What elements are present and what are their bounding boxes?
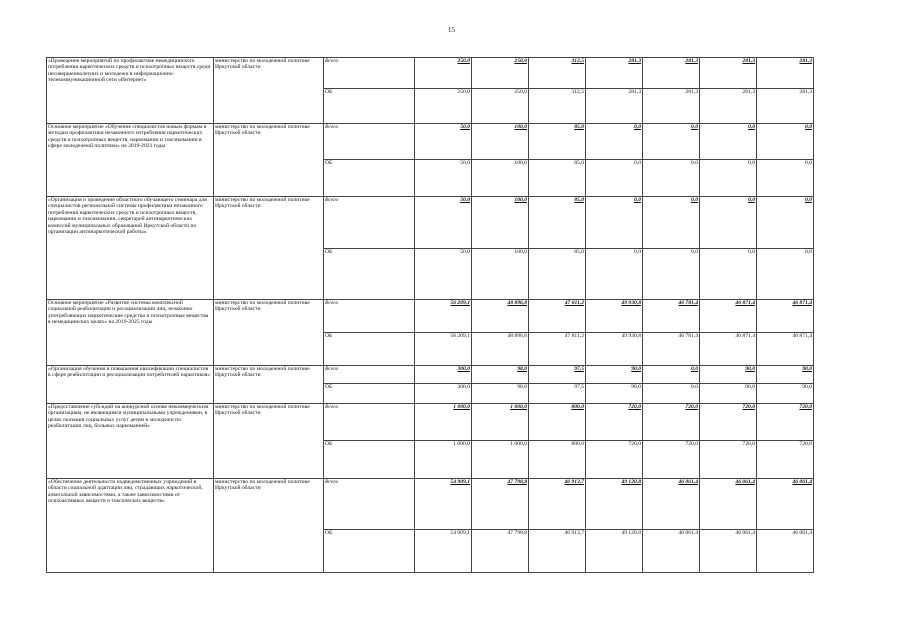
ob-value-cell: 90,0 bbox=[700, 384, 757, 404]
source-total-label: Всего bbox=[324, 300, 415, 333]
total-value-cell: 49 930,8 bbox=[586, 300, 643, 333]
executor-cell: министерство по молодежной политике Иркутской области bbox=[214, 197, 324, 300]
ob-value-cell: 0,0 bbox=[757, 160, 814, 197]
total-value-cell: 46 913,7 bbox=[529, 479, 586, 530]
ob-value-cell: 720,0 bbox=[586, 441, 643, 479]
ob-value-cell: 46 781,4 bbox=[643, 333, 700, 366]
total-value-cell: 250,0 bbox=[415, 58, 472, 89]
total-value-cell: 720,0 bbox=[700, 404, 757, 441]
ob-value-cell: 46 871,4 bbox=[700, 333, 757, 366]
program-name-cell: «Организация и проведение областного обучающего семинара для специалистов региональной системы профилактики незаконного потребления наркотических средств и психотропных веществ, наркомании и токсикомании, секретарей антинаркотических комиссий муниципальных образований Иркутской области по организации антинаркотической работы» bbox=[47, 197, 214, 300]
source-total-label: Всего bbox=[324, 479, 415, 530]
source-ob-label: ОБ bbox=[324, 384, 415, 404]
executor-cell: министерство по молодежной политике Иркутской области bbox=[214, 58, 324, 124]
ob-value-cell: 46 913,7 bbox=[529, 530, 586, 573]
total-value-cell: 0,0 bbox=[586, 124, 643, 160]
ob-value-cell: 1 000,0 bbox=[415, 441, 472, 479]
total-value-cell: 49 120,8 bbox=[586, 479, 643, 530]
total-value-cell: 100,0 bbox=[472, 197, 529, 249]
table-row bbox=[47, 300, 814, 333]
ob-value-cell: 720,0 bbox=[757, 441, 814, 479]
executor-cell: министерство по молодежной политике Иркутской области bbox=[214, 124, 324, 197]
program-name-cell: «Проведение мероприятий по профилактике немедицинского потребления наркотических средств и психотропных веществ среди несовершеннолетних и молодежи в информационно-телекоммуникационной сети «Интернет» bbox=[47, 58, 214, 124]
ob-value-cell: 49 120,8 bbox=[586, 530, 643, 573]
total-value-cell: 300,0 bbox=[415, 366, 472, 384]
ob-value-cell: 0,0 bbox=[700, 160, 757, 197]
ob-value-cell: 46 061,4 bbox=[643, 530, 700, 573]
source-ob-label: ОБ bbox=[324, 160, 415, 197]
ob-value-cell: 48 896,8 bbox=[472, 333, 529, 366]
total-value-cell: 250,0 bbox=[472, 58, 529, 89]
total-value-cell: 1 000,0 bbox=[415, 404, 472, 441]
ob-value-cell: 54 909,1 bbox=[415, 530, 472, 573]
total-value-cell: 0,0 bbox=[700, 124, 757, 160]
total-value-cell: 85,0 bbox=[529, 124, 586, 160]
ob-value-cell: 100,0 bbox=[472, 249, 529, 300]
total-value-cell: 281,3 bbox=[700, 58, 757, 89]
source-ob-label: ОБ bbox=[324, 333, 415, 366]
total-value-cell: 0,0 bbox=[643, 197, 700, 249]
ob-value-cell: 47 798,8 bbox=[472, 530, 529, 573]
program-name-cell: Основное мероприятие «Развитие системы комплексной социальной реабилитации и ресоциализации лиц, незаконно употребляющих наркотические средства и психотропные вещества в немедицинских целях» на 2019-2025 годы bbox=[47, 300, 214, 366]
table-row bbox=[47, 124, 814, 160]
ob-value-cell: 720,0 bbox=[643, 441, 700, 479]
total-value-cell: 97,5 bbox=[529, 366, 586, 384]
program-name-cell: «Предоставление субсидий на конкурсной основе некоммерческим организациям, не являющимся муниципальными учреждениями, в целях оказания социальных услуг детям и молодежи по реабилитации лиц, больных наркоманией» bbox=[47, 404, 214, 479]
ob-value-cell: 0,0 bbox=[643, 384, 700, 404]
ob-value-cell: 0,0 bbox=[586, 160, 643, 197]
source-total-label: Всего bbox=[324, 58, 415, 89]
total-value-cell: 56 209,1 bbox=[415, 300, 472, 333]
ob-value-cell: 47 811,2 bbox=[529, 333, 586, 366]
table-row bbox=[47, 479, 814, 530]
ob-value-cell: 85,0 bbox=[529, 160, 586, 197]
total-value-cell: 0,0 bbox=[700, 197, 757, 249]
table-row bbox=[47, 197, 814, 249]
total-value-cell: 281,3 bbox=[757, 58, 814, 89]
source-ob-label: ОБ bbox=[324, 89, 415, 124]
source-total-label: Всего bbox=[324, 124, 415, 160]
ob-value-cell: 0,0 bbox=[586, 249, 643, 300]
program-name-cell: «Обеспечение деятельности подведомственных учреждений в области социальной адаптации лиц, страдающих наркотической, алкогольной зависимостями, а также зависимостями от психоактивных веществ и токсических веществ» bbox=[47, 479, 214, 573]
total-value-cell: 0,0 bbox=[586, 197, 643, 249]
total-value-cell: 281,3 bbox=[586, 58, 643, 89]
total-value-cell: 0,0 bbox=[757, 197, 814, 249]
executor-cell: министерство по молодежной политике Иркутской области bbox=[214, 300, 324, 366]
ob-value-cell: 56 209,1 bbox=[415, 333, 472, 366]
ob-value-cell: 250,0 bbox=[472, 89, 529, 124]
ob-value-cell: 720,0 bbox=[700, 441, 757, 479]
budget-table bbox=[46, 57, 814, 573]
total-value-cell: 47 798,8 bbox=[472, 479, 529, 530]
total-value-cell: 1 000,0 bbox=[472, 404, 529, 441]
total-value-cell: 0,0 bbox=[757, 124, 814, 160]
ob-value-cell: 281,3 bbox=[700, 89, 757, 124]
ob-value-cell: 98,0 bbox=[472, 384, 529, 404]
ob-value-cell: 97,5 bbox=[529, 384, 586, 404]
total-value-cell: 46 871,4 bbox=[700, 300, 757, 333]
ob-value-cell: 281,3 bbox=[643, 89, 700, 124]
ob-value-cell: 50,0 bbox=[415, 249, 472, 300]
total-value-cell: 50,0 bbox=[415, 197, 472, 249]
ob-value-cell: 250,0 bbox=[415, 89, 472, 124]
total-value-cell: 90,0 bbox=[757, 366, 814, 384]
ob-value-cell: 800,0 bbox=[529, 441, 586, 479]
total-value-cell: 46 061,4 bbox=[757, 479, 814, 530]
total-value-cell: 720,0 bbox=[757, 404, 814, 441]
total-value-cell: 50,0 bbox=[415, 124, 472, 160]
ob-value-cell: 100,0 bbox=[472, 160, 529, 197]
ob-value-cell: 0,0 bbox=[643, 249, 700, 300]
ob-value-cell: 312,5 bbox=[529, 89, 586, 124]
source-ob-label: ОБ bbox=[324, 441, 415, 479]
total-value-cell: 312,5 bbox=[529, 58, 586, 89]
source-total-label: Всего bbox=[324, 197, 415, 249]
total-value-cell: 98,0 bbox=[472, 366, 529, 384]
ob-value-cell: 85,0 bbox=[529, 249, 586, 300]
ob-value-cell: 0,0 bbox=[643, 160, 700, 197]
ob-value-cell: 300,0 bbox=[415, 384, 472, 404]
ob-value-cell: 50,0 bbox=[415, 160, 472, 197]
ob-value-cell: 46 061,4 bbox=[700, 530, 757, 573]
total-value-cell: 720,0 bbox=[643, 404, 700, 441]
ob-value-cell: 281,3 bbox=[586, 89, 643, 124]
program-name-cell: «Организация обучения и повышения квалификации специалистов в сфере реабилитации и ресоциализации потребителей наркотиков» bbox=[47, 366, 214, 404]
total-value-cell: 46 061,4 bbox=[643, 479, 700, 530]
total-value-cell: 85,0 bbox=[529, 197, 586, 249]
program-name-cell: Основное мероприятие «Обучение специалистов новым формам и методам профилактики незаконного потребления наркотических средств и психотропных веществ, наркомании и токсикомании в сфере молодежной политики» на 2019-2021 годы bbox=[47, 124, 214, 197]
total-value-cell: 800,0 bbox=[529, 404, 586, 441]
table-row bbox=[47, 404, 814, 441]
ob-value-cell: 90,0 bbox=[586, 384, 643, 404]
total-value-cell: 46 871,4 bbox=[757, 300, 814, 333]
total-value-cell: 90,0 bbox=[586, 366, 643, 384]
total-value-cell: 0,0 bbox=[643, 366, 700, 384]
source-total-label: Всего bbox=[324, 404, 415, 441]
total-value-cell: 281,3 bbox=[643, 58, 700, 89]
ob-value-cell: 46 871,4 bbox=[757, 333, 814, 366]
ob-value-cell: 1 000,0 bbox=[472, 441, 529, 479]
source-ob-label: ОБ bbox=[324, 530, 415, 573]
executor-cell: министерство по молодежной политике Иркутской области bbox=[214, 366, 324, 404]
ob-value-cell: 49 930,8 bbox=[586, 333, 643, 366]
source-total-label: Всего bbox=[324, 366, 415, 384]
total-value-cell: 46 061,4 bbox=[700, 479, 757, 530]
table-row bbox=[47, 58, 814, 89]
total-value-cell: 90,0 bbox=[700, 366, 757, 384]
source-ob-label: ОБ bbox=[324, 249, 415, 300]
total-value-cell: 720,0 bbox=[586, 404, 643, 441]
ob-value-cell: 0,0 bbox=[757, 249, 814, 300]
total-value-cell: 0,0 bbox=[643, 124, 700, 160]
total-value-cell: 46 781,4 bbox=[643, 300, 700, 333]
executor-cell: министерство по молодежной политике Иркутской области bbox=[214, 404, 324, 479]
total-value-cell: 48 896,8 bbox=[472, 300, 529, 333]
ob-value-cell: 46 061,4 bbox=[757, 530, 814, 573]
total-value-cell: 100,0 bbox=[472, 124, 529, 160]
executor-cell: министерство по молодежной политике Иркутской области bbox=[214, 479, 324, 573]
total-value-cell: 47 811,2 bbox=[529, 300, 586, 333]
ob-value-cell: 0,0 bbox=[700, 249, 757, 300]
total-value-cell: 54 909,1 bbox=[415, 479, 472, 530]
ob-value-cell: 90,0 bbox=[757, 384, 814, 404]
table-row bbox=[47, 366, 814, 384]
ob-value-cell: 281,3 bbox=[757, 89, 814, 124]
page-number: 15 bbox=[448, 26, 455, 34]
